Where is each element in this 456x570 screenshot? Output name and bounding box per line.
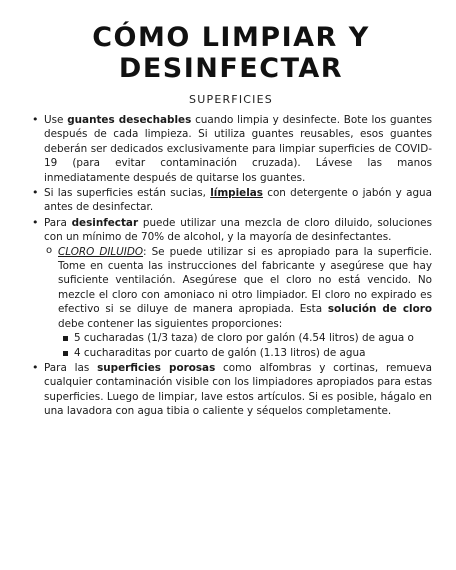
main-bullet-list (30, 113, 432, 419)
title-line-2: DESINFECTAR (118, 53, 344, 84)
list-item-diluted-bleach: o CLORO DILUIDO: Se puede utilizar si es apropiado para la superficie. Tome en cuenta las instrucciones del fabricante y asegúrese que hay suficiente ventilación. Asegúrese que el cloro no está vencido. No mezcle el cloro con amoniaco ni otro limpiador. El cloro no expirado es efectivo si se diluye de manera apropiada. Esta solución de cloro debe contener las siguientes proporciones: 5 cucharadas (1/3 taza) de cloro por galón (4.54 litros) de agua o 4 cucharaditas por cuarto de galón (1.13 litros) de agua (46, 245, 432, 360)
list-item-proportion: 4 cucharaditas por cuarto de galón (1.13 litros) de agua (62, 346, 432, 360)
emphasis-text: solución de cloro (327, 303, 432, 316)
subheading-text: CLORO DILUIDO (58, 245, 144, 258)
emphasis-text: desinfectar (71, 216, 139, 229)
title-line-1: CÓMO LIMPIAR Y (92, 22, 370, 53)
list-item-dirty-surfaces: • Si las superficies están sucias, límpielas con detergente o jabón y agua antes de desinfectar. (30, 186, 432, 215)
emphasis-text: superficies porosas (97, 361, 216, 374)
list-item-porous-surfaces: • Para las superficies porosas como alfombras y cortinas, remueva cualquier contaminación visible con los limpiadores apropiados para estas superficies. Luego de limpiar, lave estos artículos. Si es posible, hágalo en una lavadora con agua tibia o caliente y séquelos completamente. (30, 361, 432, 419)
proportions-list (58, 331, 432, 360)
emphasis-text: límpielas (210, 187, 263, 200)
page-subtitle: SUPERFICIES (189, 93, 273, 106)
emphasis-text: guantes desechables (67, 114, 192, 126)
list-item-gloves: • Use guantes desechables cuando limpia y desinfecte. Bote los guantes después de cada limpieza. Si utiliza guantes reusables, esos guantes deberán ser dedicados exclusivamente para limpiar superficies de COVID-19 (para evitar contaminación cruzada). Lávese las manos inmediatamente después de quitarse los guantes. (30, 113, 432, 185)
list-item-disinfect: • Para desinfectar puede utilizar una mezcla de cloro diluido, soluciones con un mínimo de 70% de alcohol, y la mayoría de desinfectantes. o CLORO DILUIDO: Se puede utilizar si es apropiado para la superficie. Tome en cuenta las instrucciones del fabricante y asegúrese que hay suficiente ventilación. Asegúrese que el cloro no está vencido. No mezcle el cloro con amoniaco ni otro limpiador. El cloro no expirado es efectivo si se diluye de manera apropiada. Esta solución de cloro debe contener las siguientes proporciones: 5 cucharadas (1/3 taza) de cloro por galón (4.54 litros) de agua o 4 cucharaditas por cuarto de galón (1.13 litros) de agua (30, 216, 432, 360)
list-item-proportion: 5 cucharadas (1/3 taza) de cloro por galón (4.54 litros) de agua o (62, 331, 432, 345)
content-body (30, 113, 432, 419)
page-title (30, 22, 432, 84)
sub-bullet-list (44, 245, 432, 360)
